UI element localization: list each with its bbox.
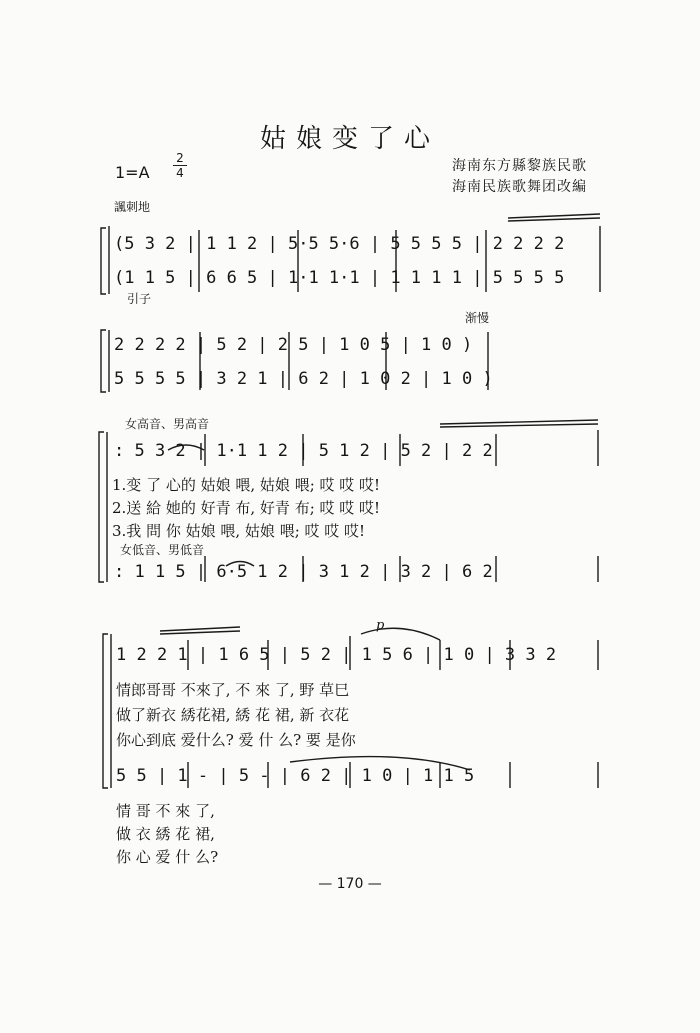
- credit-origin: 海南东方縣黎族民歌: [452, 158, 587, 174]
- dynamic-piano: p: [376, 618, 385, 633]
- system4-upper-notes: 1 2 2 1 | 1 6 5 | 5 2 | 1 5 6 | 1 0 | 3 3 2: [116, 645, 557, 665]
- tempo-marking: 諷刺地: [114, 200, 151, 214]
- system1-upper-notes: (5 3 2 | 1 1 2 | 5·5 5·6 | 5 5 5 5 | 2 2 2 2: [114, 234, 565, 254]
- voice-label-low: 女低音、男低音: [120, 543, 205, 557]
- system3-bracket: [99, 432, 104, 582]
- meter-top: 2: [176, 151, 184, 165]
- system4-lower-notes: 5 5 | 1 - | 5 - | 6 2 | 1 0 | 1 1 5: [116, 766, 475, 786]
- key-signature: 1=A: [115, 163, 150, 182]
- system3-lyric-2: 2.送 給 她的 好青 布, 好青 布; 哎 哎 哎!: [112, 499, 381, 517]
- credit-arranger: 海南民族歌舞团改編: [452, 179, 587, 195]
- system2-upper-notes: 2 2 2 2 | 5 2 | 2 5 | 1 0 5 | 1 0 ): [114, 335, 473, 355]
- system3-lyric-3: 3.我 問 你 姑娘 喂, 姑娘 喂; 哎 哎 哎!: [112, 522, 366, 540]
- system4-lyric-3: 你心到底 爱什么? 爱 什 么? 要 是你: [116, 731, 356, 749]
- ritardando-marking: 渐慢: [465, 311, 490, 325]
- system3-lower-notes: : 1 1 5 | 6·5 1 2 | 3 1 2 | 3 2 | 6 2: [114, 562, 493, 582]
- system4-lyric-1: 情郎哥哥 不來了, 不 來 了, 野 草巳: [116, 681, 350, 699]
- system4-low-lyric-2: 做 衣 綉 花 裙,: [116, 825, 215, 843]
- system2-bracket: [101, 330, 106, 392]
- meter-bottom: 4: [176, 166, 184, 180]
- song-title: 姑娘变了心: [259, 124, 440, 154]
- system3-lyric-1: 1.变 了 心的 姑娘 喂, 姑娘 喂; 哎 哎 哎!: [112, 476, 381, 494]
- page-number: — 170 —: [318, 876, 382, 892]
- system4-lyric-2: 做了新衣 綉花裙, 綉 花 裙, 新 衣花: [116, 706, 350, 724]
- system4-low-lyric-1: 情 哥 不 來 了,: [116, 802, 215, 820]
- system3-upper-notes: : 5 3 2 | 1·1 1 2 | 5 1 2 | 5 2 | 2 2: [114, 441, 493, 461]
- voice-label-high: 女高音、男高音: [125, 417, 210, 431]
- system1-bracket: [101, 228, 106, 294]
- intro-label: 引子: [127, 292, 152, 306]
- system4-low-lyric-3: 你 心 爱 什 么?: [116, 848, 219, 866]
- system4-bracket: [103, 634, 108, 788]
- system1-lower-notes: (1 1 5 | 6 6 5 | 1·1 1·1 | 1 1 1 1 | 5 5 5 5: [114, 268, 565, 288]
- system2-lower-notes: 5 5 5 5 | 3 2 1 | 6 2 | 1 0 2 | 1 0 ): [114, 369, 493, 389]
